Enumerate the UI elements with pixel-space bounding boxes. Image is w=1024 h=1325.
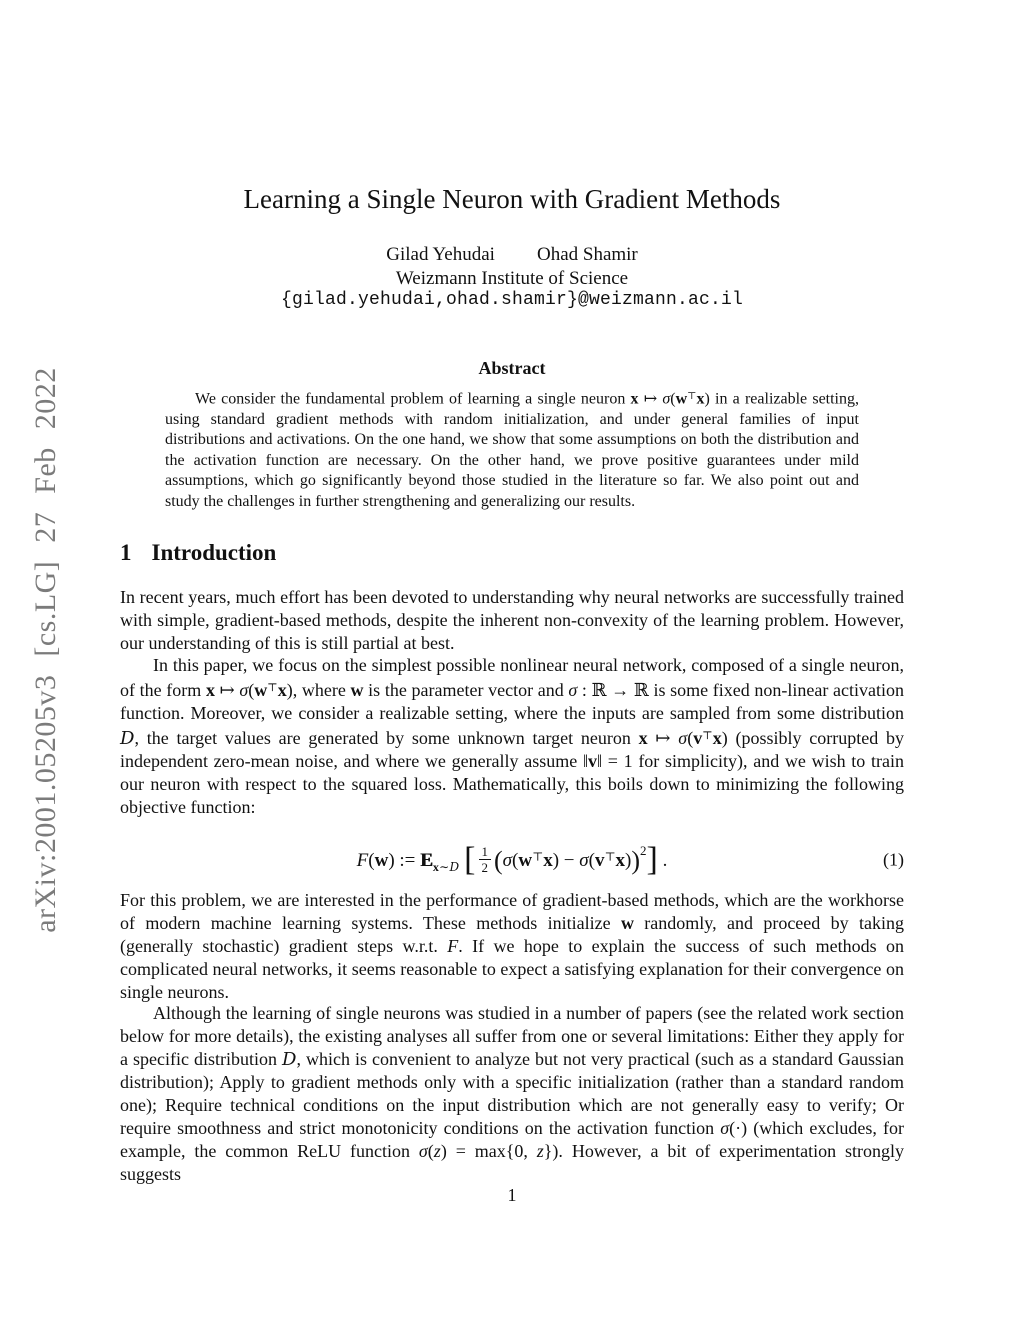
arxiv-watermark — [26, 345, 66, 955]
paragraph-2: In this paper, we focus on the simplest possible nonlinear neural network, composed of a single neuron, of the form x ↦ σ(w⊤x), where w is the parameter vector and σ : ℝ → ℝ is some fixed non-linear activation function. Moreover, we consider a realizable setting, where the inputs are sampled from some distribution D, the target values are generated by some unknown target neuron x ↦ σ(v⊤x) (possibly corrupted by independent zero-mean noise, and where we generally assume ‖v‖ = 1 for simplicity), and we wish to train our neuron with respect to the squared loss. Mathematically, this boils down to minimizing the following objective function: — [120, 655, 905, 818]
affiliation: Weizmann Institute of Science — [395, 268, 629, 289]
equation-body: F(w) := $E_{x\sim D}$ [ $\frac{1}{2}$ $(\sigma(w^⊤x) - \sigma(v^⊤x))^2$] . — [356, 841, 668, 878]
display-equation-1 — [120, 831, 904, 889]
paragraph-3: For this problem, we are interested in the performance of gradient-based methods, which are the workhorse of modern machine learning systems. These methods initialize w randomly, and proceed by taking (generally stochastic) gradient steps w.r.t. F. If we hope to explain the success of such methods on complicated neural networks, it seems reasonable to expect a satisfying explanation for their convergence on single neurons. — [120, 890, 904, 1002]
section-heading-introduction — [120, 540, 276, 566]
paper-title: Learning a Single Neuron with Gradient Methods — [243, 184, 781, 214]
section-number: 1 — [120, 540, 132, 565]
arxiv-watermark-text: arXiv:2001.05205v3 [cs.LG] 27 Feb 2022 — [29, 367, 63, 933]
abstract-body: We consider the fundamental problem of learning a single neuron x ↦ σ(w⊤x) in a realizable setting, using standard gradient methods with random initialization, and under general families of input distributions and activations. On the one hand, we show that some assumptions on both the distribution and the activation function are necessary. On the other hand, we prove positive guarantees under mild assumptions, which go significantly beyond those studied in the literature so far. We also point out and study the challenges in further strengthening and generalizing our results. — [165, 390, 860, 510]
paragraph-4: Although the learning of single neurons was studied in a number of papers (see the related work section below for more details), the existing analyses all suffer from one or several limitations: Either they apply for a specific distribution D, which is convenient to analyze but not very practical (such as a standard Gaussian distribution); Apply to gradient methods only with a specific initialization (rather than a standard random one); Require technical conditions on the input distribution which are not generally easy to verify; Or require smoothness and strict monotonicity conditions on the activation function σ(·) (which excludes, for example, the common ReLU function σ(z) = max{0, z}). However, a bit of experimentation strongly suggests — [120, 1003, 904, 1184]
email-line: {gilad.yehudai,ohad.shamir}@weizmann.ac.il — [280, 290, 744, 310]
equation-number: (1) — [883, 849, 904, 870]
author-name-2: Ohad Shamir — [536, 244, 638, 265]
paragraph-1: In recent years, much effort has been devoted to understanding why neural networks are successfully trained with simple, gradient-based methods, despite the inherent non-convexity of the learning problem. However, our understanding of this is still partial at best. — [120, 587, 904, 653]
authors-line — [0, 244, 1024, 266]
section-title: Introduction — [151, 540, 277, 565]
abstract-heading: Abstract — [478, 358, 546, 378]
page-number: 1 — [507, 1185, 517, 1205]
author-name-1: Gilad Yehudai — [386, 244, 495, 265]
